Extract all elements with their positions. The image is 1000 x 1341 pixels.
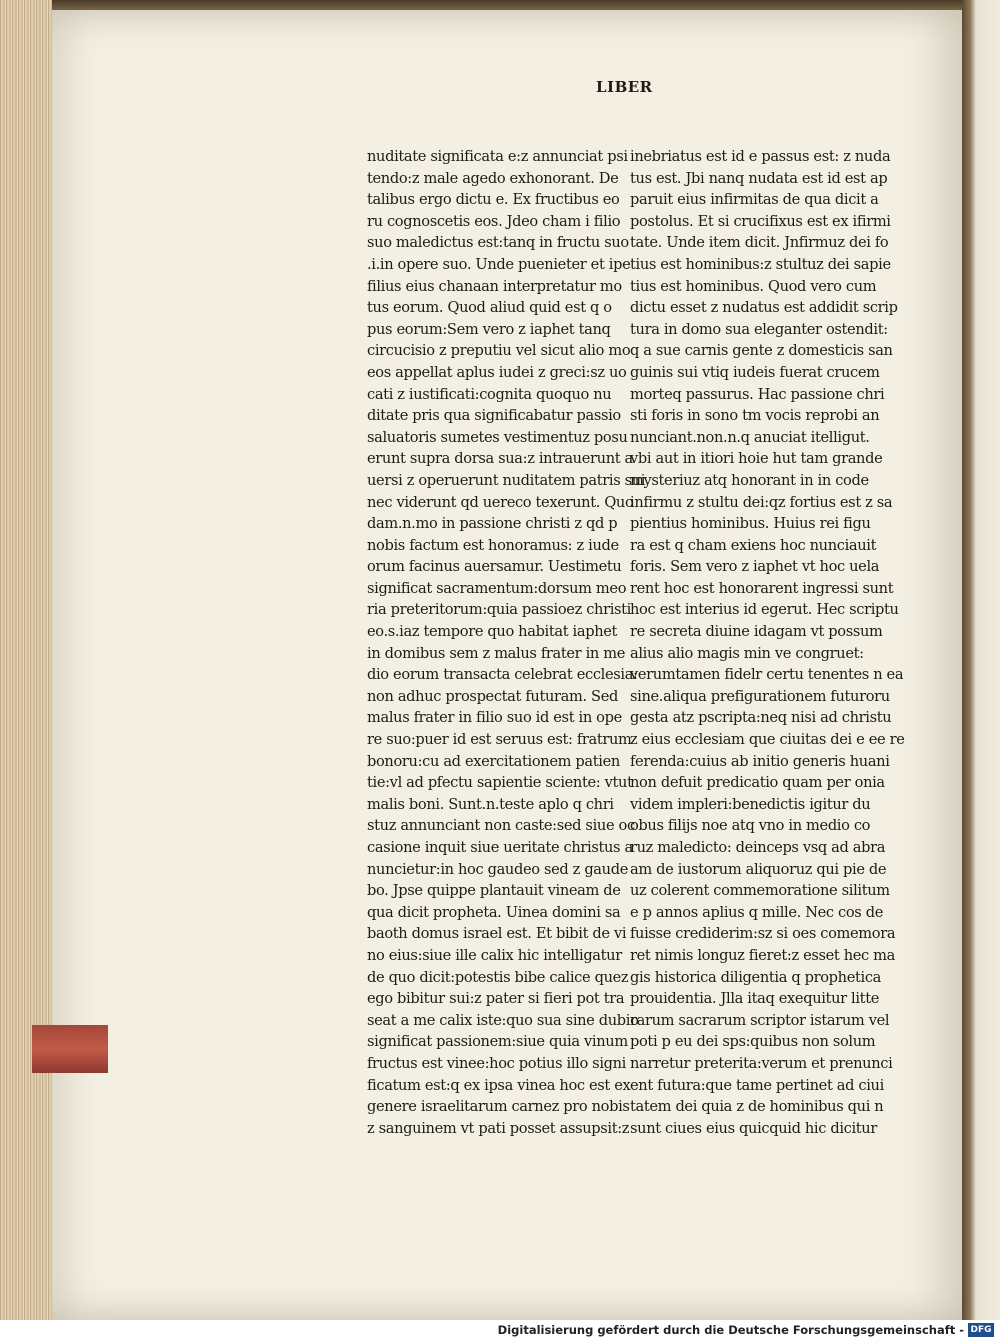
text-line: orum facinus auersamur. Uestimetu: [367, 558, 622, 576]
text-line: baoth domus israel est. Et bibit de vi: [367, 925, 627, 943]
red-bookmark: [32, 1025, 108, 1073]
text-line: fuisse crediderim:sz si oes comemora: [630, 925, 896, 943]
text-line: rent hoc est honorarent ingressi sunt: [630, 579, 894, 597]
text-line: non adhuc prospectat futuram. Sed: [367, 687, 618, 705]
text-line: non defuit predicatio quam per onia: [630, 774, 885, 792]
text-line: saluatoris sumetes vestimentuz posu: [367, 428, 628, 446]
text-line: sunt ciues eius quicquid hic dicitur: [630, 1119, 877, 1137]
text-line: significat sacramentum:dorsum meo: [367, 579, 627, 597]
text-line: re secreta diuine idagam vt possum: [630, 623, 883, 641]
text-line: ru cognoscetis eos. Jdeo cham i filio: [367, 212, 621, 230]
text-line: ego bibitur sui:z pater si fieri pot tra: [367, 990, 625, 1008]
text-line: tendo:z male agedo exhonorant. De: [367, 169, 619, 187]
text-line: nec viderunt qd uereco texerunt. Quo: [367, 493, 634, 511]
text-line: postolus. Et si crucifixus est ex ifirmi: [630, 212, 891, 230]
text-line: ditate pris qua significabatur passio: [367, 407, 621, 425]
text-line: gesta atz pscripta:neq nisi ad christu: [630, 709, 892, 727]
text-line: ria preteritorum:quia passioez christi: [367, 601, 631, 619]
text-line: fructus est vinee:hoc potius illo signi: [367, 1054, 626, 1072]
text-line: alius alio magis min ve congruet:: [630, 644, 864, 662]
text-line: uersi z operuerunt nuditatem patris sui: [367, 471, 646, 489]
footer-credit: Digitalisierung gefördert durch die Deutsche Forschungsgemeinschaft -: [497, 1323, 964, 1337]
text-line: ruz maledicto: deinceps vsq ad abra: [630, 839, 886, 856]
running-head: LIBER: [596, 78, 653, 96]
text-line: infirmu z stultu dei:qz fortius est z sa: [630, 493, 893, 511]
text-line: tie:vl ad pfectu sapientie sciente: vtut: [367, 774, 633, 792]
text-line: suo maledictus est:tanq in fructu suo: [367, 234, 629, 252]
text-line: dictu esset z nudatus est addidit scrip: [630, 299, 898, 317]
text-line: z sanguinem vt pati posset assupsit:z: [367, 1119, 630, 1137]
text-line: vbi aut in itiori hoie hut tam grande: [630, 450, 883, 468]
text-line: guinis sui vtiq iudeis fuerat crucem: [630, 363, 880, 381]
text-line: seat a me calix iste:quo sua sine dubio: [367, 1011, 639, 1029]
text-line: narretur preterita:verum et prenunci: [630, 1054, 893, 1072]
dfg-logo: DFG: [968, 1323, 994, 1337]
text-line: uz colerent commemoratione silitum: [630, 882, 890, 900]
text-line: tus eorum. Quod aliud quid est q o: [367, 299, 612, 317]
text-line: ferenda:cuius ab initio generis huani: [630, 752, 890, 770]
text-line: nunciant.non.n.q anuciat itelligut.: [630, 428, 870, 446]
text-line: filius eius chanaan interpretatur mo: [367, 277, 622, 295]
text-line: sine.aliqua prefigurationem futuroru: [630, 687, 890, 705]
text-line: .i.in opere suo. Unde puenieter et ipe: [367, 255, 631, 273]
text-line: erunt supra dorsa sua:z intrauerunt a: [367, 450, 633, 468]
book-page-edges: [0, 0, 52, 1320]
text-line: stuz annunciant non caste:sed siue oc: [367, 817, 635, 835]
text-line: pientius hominibus. Huius rei figu: [630, 515, 871, 533]
text-line: bonoru:cu ad exercitationem patien: [367, 752, 620, 770]
text-line: tius est hominibus. Quod vero cum: [630, 277, 877, 295]
right-text-column: [630, 146, 905, 1139]
text-line: talibus ergo dictu e. Ex fructibus eo: [367, 191, 620, 209]
text-line: morteq passurus. Hac passione chri: [630, 385, 885, 403]
text-line: paruit eius infirmitas de qua dicit a: [630, 191, 879, 209]
text-line: eo.s.iaz tempore quo habitat iaphet: [367, 623, 618, 641]
text-line: ent futura:que tame pertinet ad ciui: [630, 1076, 884, 1094]
text-line: malus frater in filio suo id est in ope: [367, 709, 622, 727]
text-line: bo. Jpse quippe plantauit vineam de: [367, 882, 621, 900]
text-line: no eius:siue ille calix hic intelligatur: [367, 946, 622, 964]
text-line: prouidentia. Jlla itaq exequitur litte: [630, 990, 879, 1008]
text-line: verumtamen fidelr certu tenentes n ea: [630, 666, 904, 684]
text-line: q a sue carnis gente z domesticis san: [630, 342, 893, 360]
text-line: rarum sacrarum scriptor istarum vel: [630, 1011, 890, 1029]
text-line: tura in domo sua eleganter ostendit:: [630, 320, 888, 338]
text-line: sti foris in sono tm vocis reprobi an: [630, 407, 880, 425]
text-line: e p annos aplius q mille. Nec cos de: [630, 903, 883, 921]
text-line: pus eorum:Sem vero z iaphet tanq: [367, 320, 611, 338]
text-line: z eius ecclesiam que ciuitas dei e ee re: [630, 731, 905, 749]
text-line: eos appellat aplus iudei z greci:sz uo: [367, 363, 627, 381]
text-line: poti p eu dei sps:quibus non solum: [630, 1033, 876, 1051]
facing-page-strip: [962, 0, 1000, 1320]
text-line: tus est. Jbi nanq nudata est id est ap: [630, 169, 888, 187]
text-line: tius est hominibus:z stultuz dei sapie: [630, 255, 891, 273]
text-line: nuncietur:in hoc gaudeo sed z gaude: [367, 860, 628, 878]
text-line: malis boni. Sunt.n.teste aplo q chri: [367, 795, 614, 813]
text-line: circucisio z preputiu vel sicut alio mo: [367, 342, 631, 360]
text-line: significat passionem:siue quia vinum: [367, 1033, 628, 1051]
text-line: genere israelitarum carnez pro nobis: [367, 1098, 630, 1116]
text-line: ra est q cham exiens hoc nunciauit: [630, 536, 877, 554]
text-line: casione inquit siue ueritate christus a: [367, 839, 633, 856]
text-line: dam.n.mo in passione christi z qd p: [367, 515, 618, 533]
text-line: inebriatus est id e passus est: z nuda: [630, 148, 891, 165]
text-line: re suo:puer id est seruus est: fratrum: [367, 731, 632, 749]
text-line: de quo dicit:potestis bibe calice quez: [367, 968, 629, 986]
text-line: dio eorum transacta celebrat ecclesia:: [367, 666, 638, 684]
text-line: nuditate significata e:z annunciat psi: [367, 148, 628, 165]
text-line: foris. Sem vero z iaphet vt hoc uela: [630, 558, 880, 576]
text-line: am de iustorum aliquoruz qui pie de: [630, 860, 887, 878]
text-line: gis historica diligentia q prophetica: [630, 968, 882, 986]
footer-bar: [0, 1320, 1000, 1341]
text-line: nobis factum est honoramus: z iude: [367, 536, 619, 554]
text-line: mysteriuz atq honorant in in code: [630, 471, 869, 489]
text-line: cati z iustificati:cognita quoquo nu: [367, 385, 612, 403]
text-line: ficatum est:q ex ipsa vinea hoc est ex: [367, 1076, 631, 1094]
text-line: qua dicit propheta. Uinea domini sa: [367, 903, 621, 921]
text-line: videm impleri:benedictis igitur du: [630, 795, 871, 813]
text-line: obus filijs noe atq vno in medio co: [630, 817, 871, 835]
text-line: tate. Unde item dicit. Jnfirmuz dei fo: [630, 234, 889, 252]
text-line: in domibus sem z malus frater in me: [367, 644, 625, 662]
text-line: hoc est interius id egerut. Hec scriptu: [630, 601, 899, 619]
text-line: ret nimis longuz fieret:z esset hec ma: [630, 946, 896, 964]
left-text-column: [367, 146, 646, 1139]
text-line: tatem dei quia z de hominibus qui n: [630, 1098, 884, 1116]
